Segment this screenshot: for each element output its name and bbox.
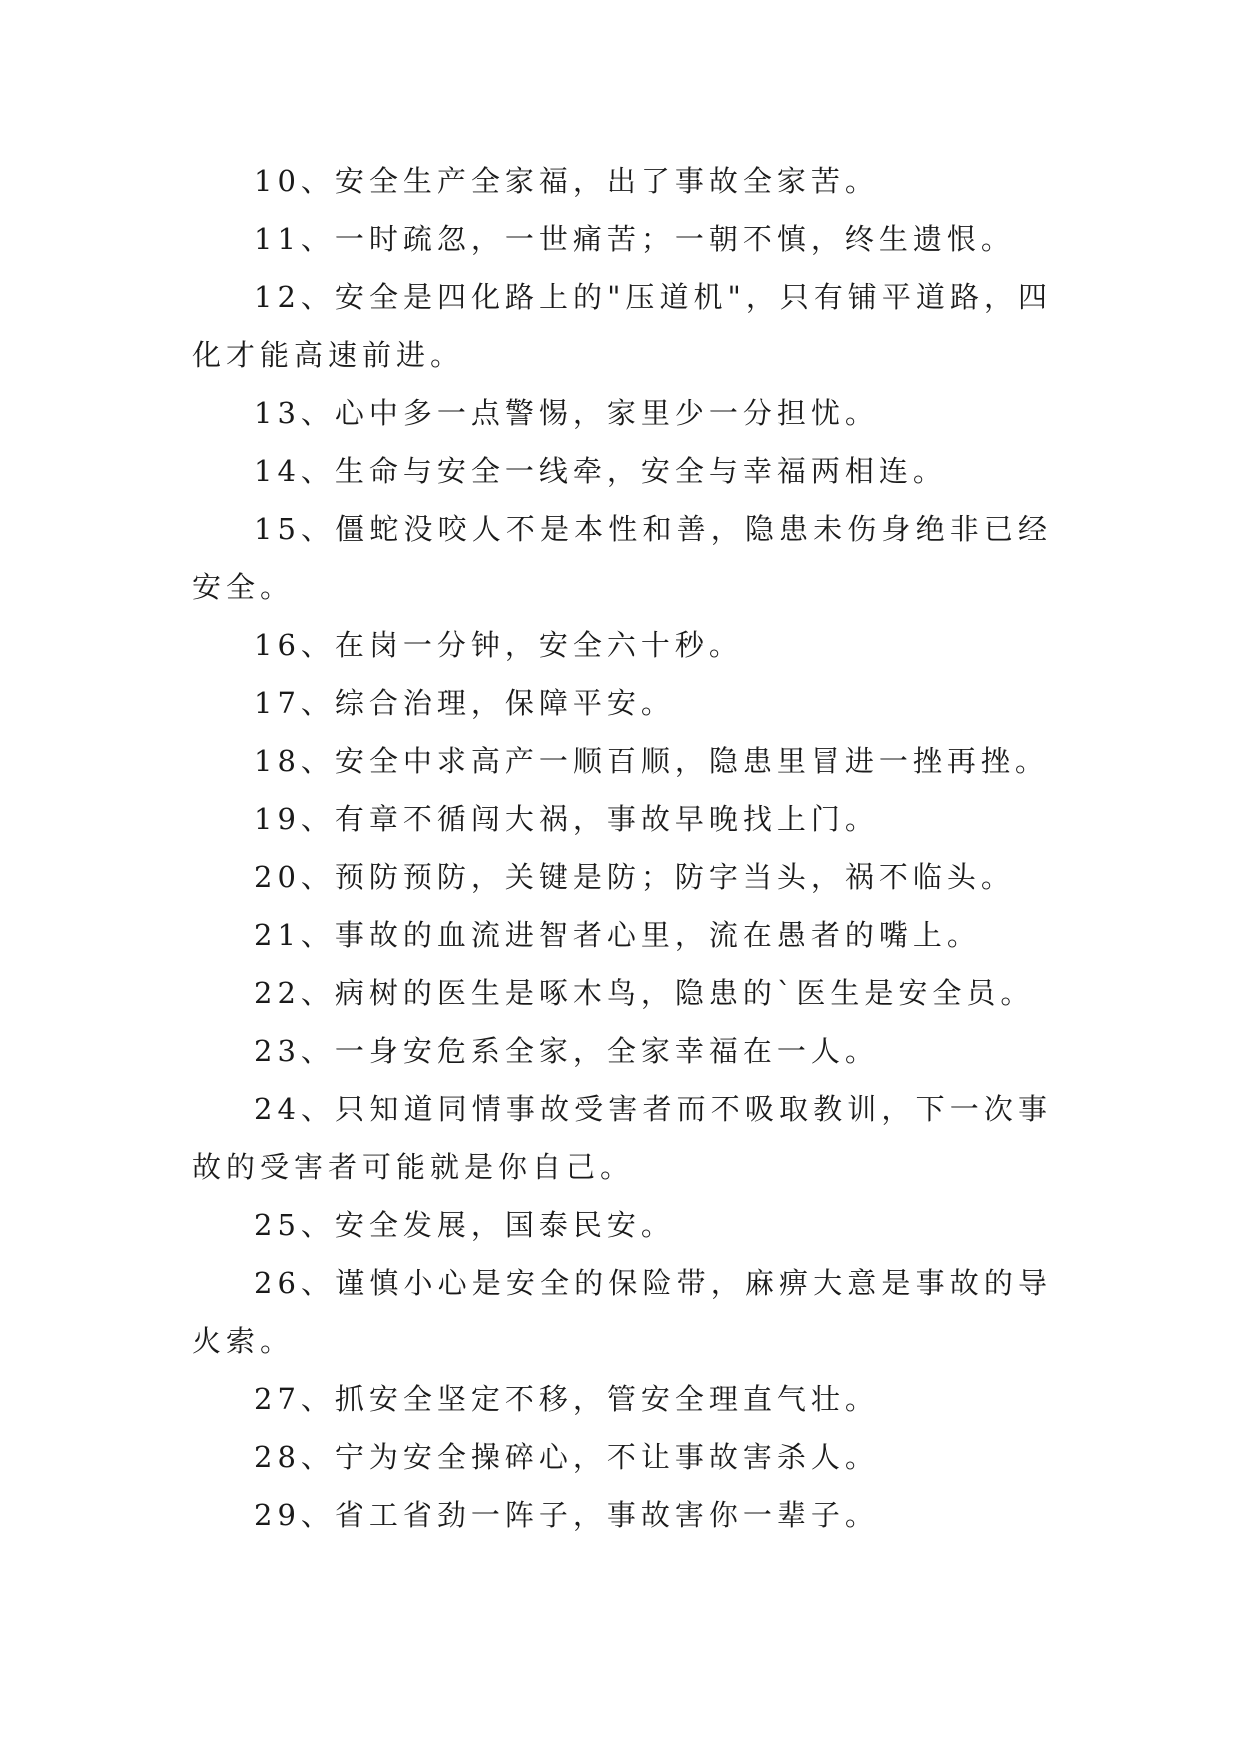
paragraph: 29、省工省劲一阵子，事故害你一辈子。 (254, 1498, 879, 1532)
paragraph: 21、事故的血流进智者心里，流在愚者的嘴上。 (254, 918, 981, 952)
paragraph: 19、有章不循闯大祸，事故早晚找上门。 (254, 802, 879, 836)
paragraph: 24、只知道同情事故受害者而不吸取教训，下一次事故的受害者可能就是你自己。 (192, 1092, 1052, 1184)
paragraph: 26、谨慎小心是安全的保险带，麻痹大意是事故的导火索。 (192, 1266, 1052, 1358)
paragraph: 17、综合治理，保障平安。 (254, 686, 675, 720)
paragraph: 11、一时疏忽，一世痛苦；一朝不慎，终生遗恨。 (254, 222, 1015, 256)
paragraph: 22、病树的医生是啄木鸟，隐患的`医生是安全员。 (254, 976, 1035, 1010)
paragraph: 10、安全生产全家福，出了事故全家苦。 (254, 164, 879, 198)
paragraph: 20、预防预防，关键是防；防字当头，祸不临头。 (254, 860, 1015, 894)
paragraph: 12、安全是四化路上的"压道机"，只有铺平道路，四化才能高速前进。 (192, 280, 1052, 372)
paragraph: 15、僵蛇没咬人不是本性和善，隐患未伤身绝非已经安全。 (192, 512, 1052, 604)
paragraph: 18、安全中求高产一顺百顺，隐患里冒进一挫再挫。 (254, 744, 1049, 778)
paragraph: 13、心中多一点警惕，家里少一分担忧。 (254, 396, 879, 430)
paragraph: 28、宁为安全操碎心，不让事故害杀人。 (254, 1440, 879, 1474)
paragraph: 16、在岗一分钟，安全六十秒。 (254, 628, 743, 662)
paragraph: 14、生命与安全一线牵，安全与幸福两相连。 (254, 454, 947, 488)
paragraph: 27、抓安全坚定不移，管安全理直气壮。 (254, 1382, 879, 1416)
document-body (192, 152, 1052, 1544)
paragraph: 23、一身安危系全家，全家幸福在一人。 (254, 1034, 879, 1068)
paragraph: 25、安全发展，国泰民安。 (254, 1208, 675, 1242)
